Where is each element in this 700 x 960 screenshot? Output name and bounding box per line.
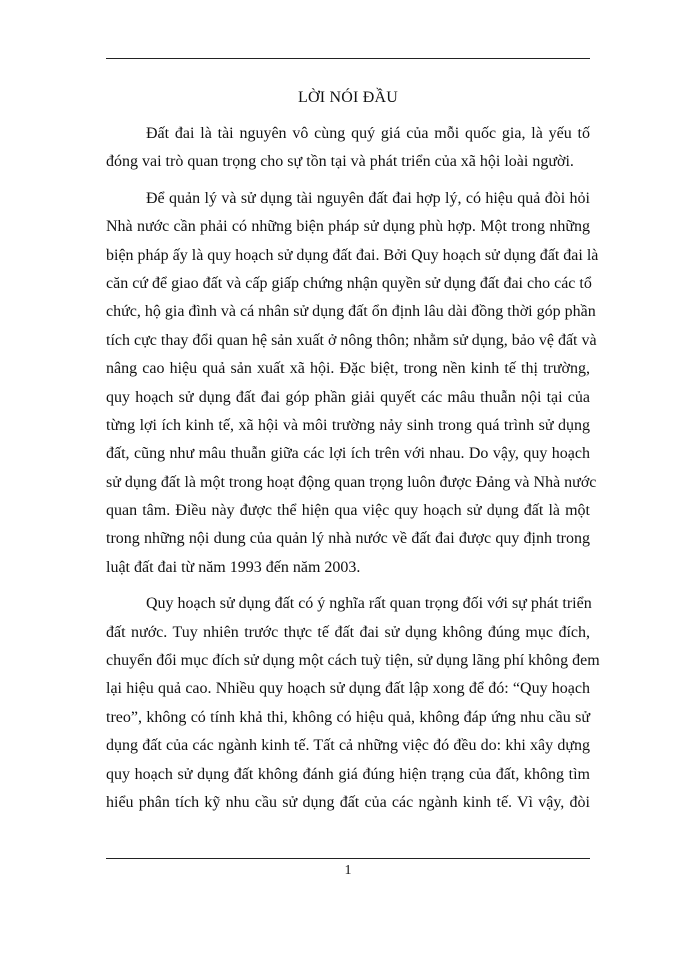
paragraph-line: lại hiệu quả cao. Nhiều quy hoạch sử dụng đất lập xong để đó: “Quy hoạch: [106, 680, 590, 698]
paragraph-line: chuyển đổi mục đích sử dụng một cách tuỳ tiện, sử dụng lãng phí không đem: [106, 652, 600, 670]
paragraph-line: trong những nội dung của quản lý nhà nước về đất đai được quy định trong: [106, 530, 590, 548]
page-title: LỜI NÓI ĐẦU: [298, 89, 398, 106]
paragraph-line: treo”, không có tính khả thi, không có hiệu quả, không đáp ứng nhu cầu sử: [106, 708, 590, 726]
footer-rule: [106, 858, 590, 859]
paragraph-line: Nhà nước cần phải có những biện pháp sử dụng phù hợp. Một trong những: [106, 218, 590, 236]
paragraph-line: Đất đai là tài nguyên vô cùng quý giá của mỗi quốc gia, là yếu tố: [146, 125, 590, 142]
paragraph-line: hiểu phân tích kỹ nhu cầu sử dụng đất của các ngành kinh tế. Vì vậy, đòi: [106, 793, 590, 811]
paragraph-line: căn cứ để giao đất và cấp giấp chứng nhận quyền sử dụng đất đai cho các tổ: [106, 274, 592, 292]
paragraph-line: quy hoạch sử dụng đất đai góp phần giải quyết các mâu thuẫn nội tại của: [106, 388, 590, 406]
paragraph-line: luật đất đai từ năm 1993 đến năm 2003.: [106, 558, 361, 576]
paragraph-line: biện pháp ấy là quy hoạch sử dụng đất đai. Bởi Quy hoạch sử dụng đất đai là: [106, 246, 599, 264]
paragraph-line: quy hoạch sử dụng đất không đánh giá đúng hiện trạng của đất, không tìm: [106, 765, 590, 783]
paragraph-line: từng lợi ích kinh tế, xã hội và môi trường nảy sinh trong quá trình sử dụng: [106, 416, 590, 434]
paragraph-line: đất, cũng như mâu thuẫn giữa các lợi ích trên với nhau. Do vậy, quy hoạch: [106, 445, 590, 463]
document-body: [106, 120, 600, 817]
paragraph-line: quan tâm. Điều này được thể hiện qua việc quy hoạch sử dụng đất là một: [106, 502, 590, 520]
paragraph-line: Để quản lý và sử dụng tài nguyên đất đai hợp lý, có hiệu quả đòi hỏi: [146, 189, 590, 207]
paragraph-3: [106, 590, 600, 817]
paragraph-line: nâng cao hiệu quả sản xuất xã hội. Đặc biệt, trong nền kinh tế thị trường,: [106, 360, 590, 378]
paragraph-line: dụng đất của các ngành kinh tế. Tất cả những việc đó đều do: khi xây dựng: [106, 737, 590, 755]
paragraph-2: [106, 185, 599, 582]
paragraph-line: chức, hộ gia đình và cá nhân sử dụng đất ổn định lâu dài đồng thời góp phần: [106, 303, 596, 321]
paragraph-line: đất nước. Tuy nhiên trước thực tế đất đai sử dụng không đúng mục đích,: [106, 623, 590, 641]
paragraph-line: sử dụng đất là một trong hoạt động quan trọng luôn được Đảng và Nhà nước: [106, 473, 597, 491]
paragraph-line: Quy hoạch sử dụng đất có ý nghĩa rất quan trọng đối với sự phát triển: [146, 595, 592, 613]
header-rule: [106, 58, 590, 59]
paragraph-line: đóng vai trò quan trọng cho sự tồn tại và phát triển của xã hội loài người.: [106, 153, 574, 171]
page-number: 1: [344, 863, 352, 878]
paragraph-line: tích cực thay đổi quan hệ sản xuất ở nông thôn; nhằm sử dụng, bảo vệ đất và: [106, 331, 597, 349]
paragraph-1: [106, 120, 590, 177]
